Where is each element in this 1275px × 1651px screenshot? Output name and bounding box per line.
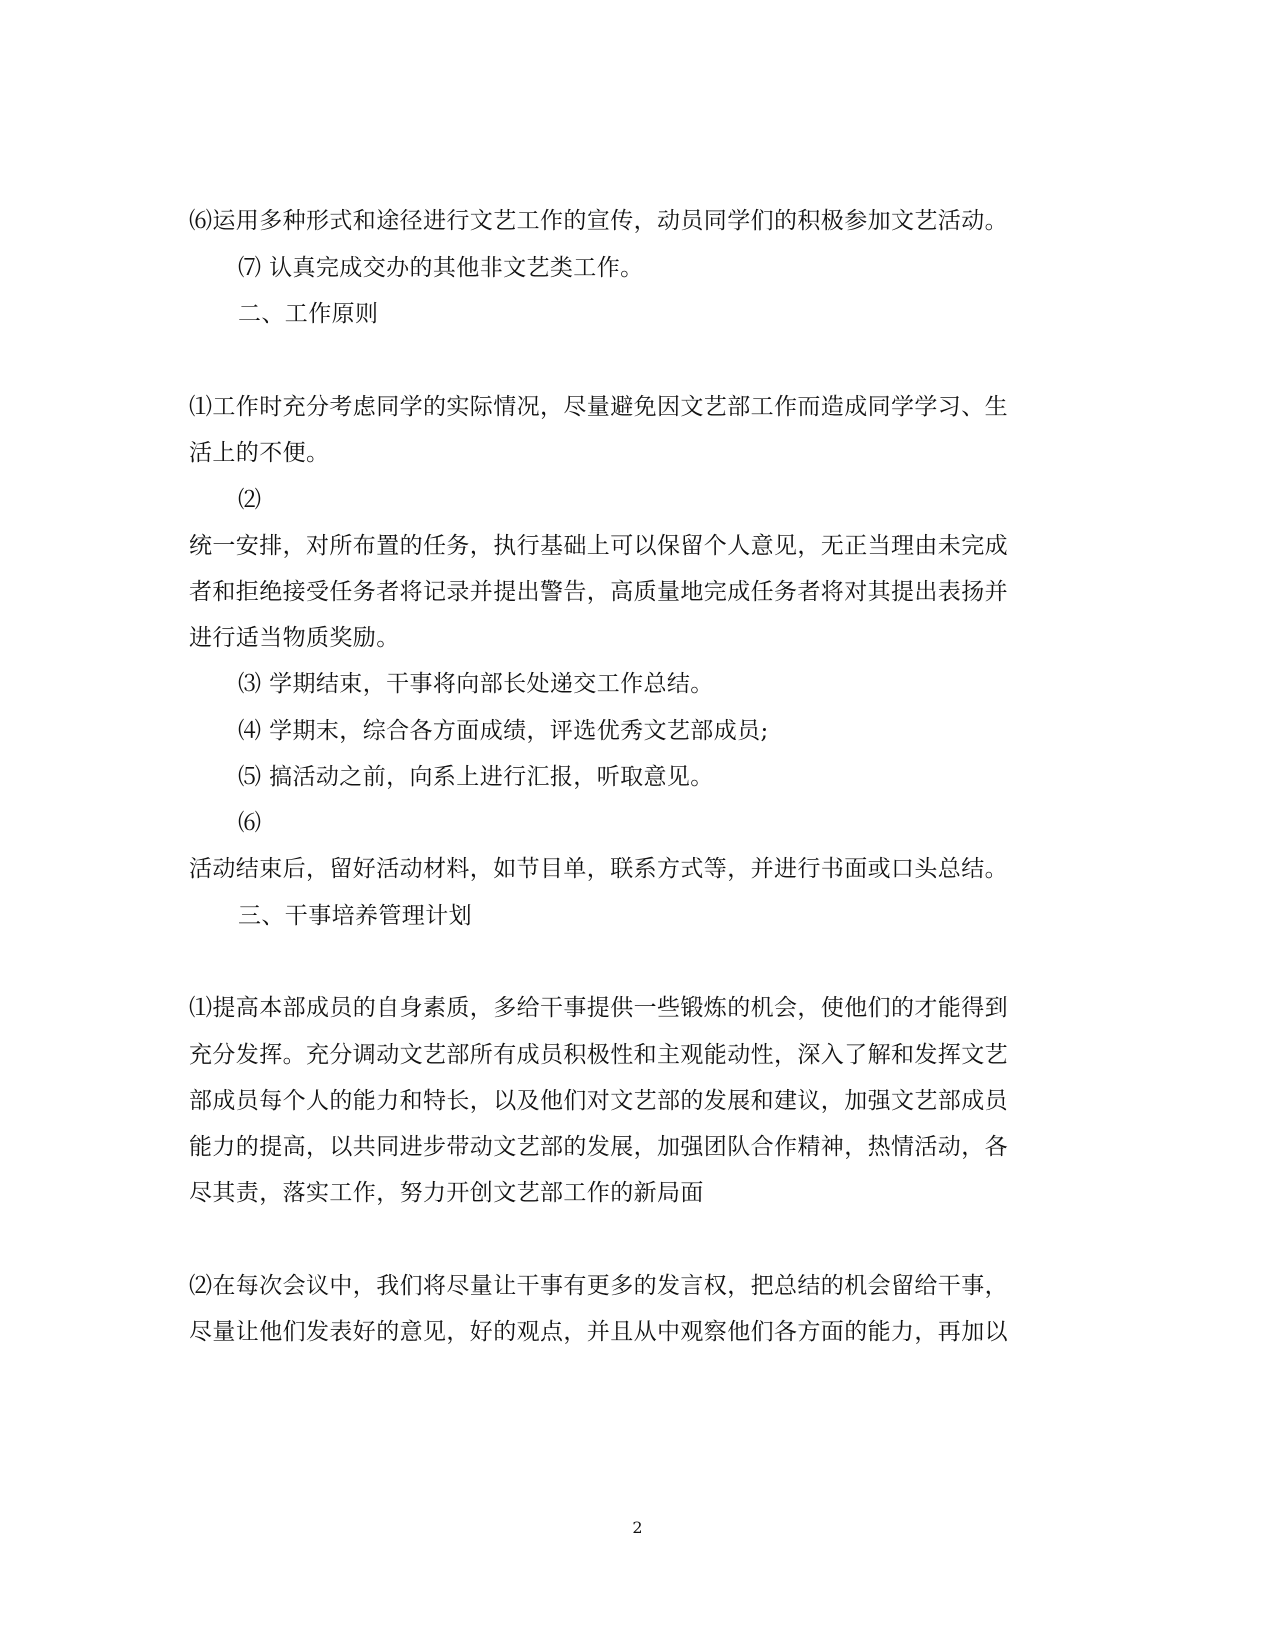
list-item-line: ⑸ 搞活动之前，向系上进行汇报，听取意见。 — [238, 764, 714, 790]
paragraph-line: 活动结束后，留好活动材料，如节目单，联系方式等，并进行书面或口头总结。 — [189, 856, 1008, 882]
list-item-line: ⑷ 学期末，综合各方面成绩，评选优秀文艺部成员; — [238, 718, 769, 744]
paragraph-line: 充分发挥。充分调动文艺部所有成员积极性和主观能动性，深入了解和发挥文艺 — [189, 1042, 1008, 1068]
paragraph-line: 进行适当物质奖励。 — [189, 625, 400, 651]
paragraph-line: 尽量让他们发表好的意见，好的观点，并且从中观察他们各方面的能力，再加以 — [189, 1319, 1008, 1345]
section-heading: 二、工作原则 — [238, 301, 379, 327]
paragraph-line: 活上的不便。 — [189, 440, 330, 466]
paragraph-line: 尽其责，落实工作，努力开创文艺部工作的新局面 — [189, 1180, 704, 1206]
list-item-line: ⑺ 认真完成交办的其他非文艺类工作。 — [238, 255, 644, 281]
paragraph-line: ⑹运用多种形式和途径进行文艺工作的宣传，动员同学们的积极参加文艺活动。 — [189, 208, 1008, 234]
list-marker: ⑵ — [238, 487, 262, 513]
paragraph-line: 者和拒绝接受任务者将记录并提出警告，高质量地完成任务者将对其提出表扬并 — [189, 579, 1008, 605]
paragraph-line: ⑴提高本部成员的自身素质，多给干事提供一些锻炼的机会，使他们的才能得到 — [189, 995, 1008, 1021]
section-heading: 三、干事培养管理计划 — [238, 903, 472, 929]
list-item-line: ⑶ 学期结束，干事将向部长处递交工作总结。 — [238, 671, 714, 697]
paragraph-line: 统一安排，对所布置的任务，执行基础上可以保留个人意见，无正当理由未完成 — [189, 533, 1008, 559]
list-marker: ⑹ — [238, 810, 262, 836]
paragraph-line: ⑴工作时充分考虑同学的实际情况，尽量避免因文艺部工作而造成同学学习、生 — [189, 394, 1008, 420]
page-number: 2 — [632, 1518, 643, 1537]
paragraph-line: 能力的提高，以共同进步带动文艺部的发展，加强团队合作精神，热情活动，各 — [189, 1134, 1008, 1160]
paragraph-line: ⑵在每次会议中，我们将尽量让干事有更多的发言权，把总结的机会留给干事， — [189, 1273, 1008, 1299]
paragraph-line: 部成员每个人的能力和特长，以及他们对文艺部的发展和建议，加强文艺部成员 — [189, 1088, 1008, 1114]
